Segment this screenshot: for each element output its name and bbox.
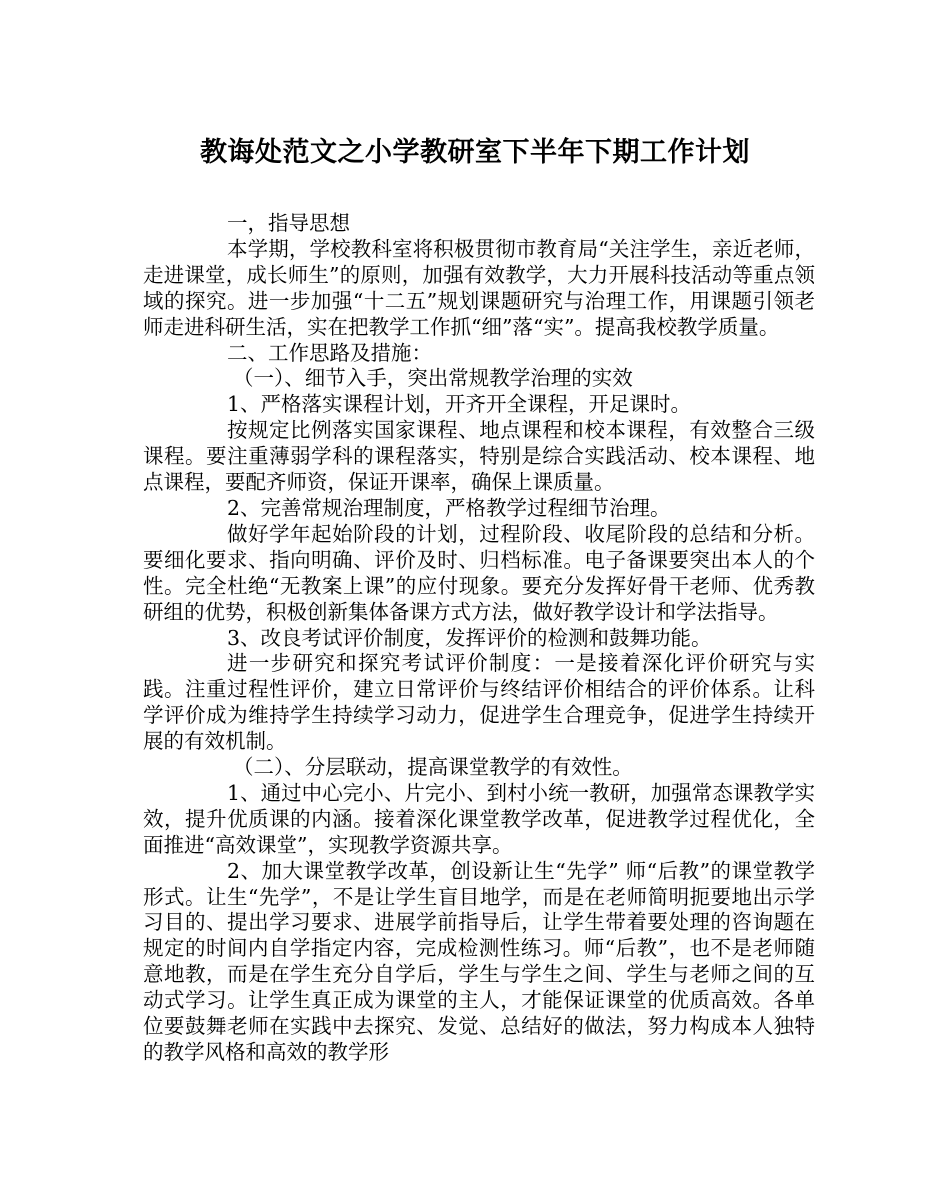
paragraph-unified-research: 1、通过中心完小、片完小、到村小统一教研，加强常态课教学实效，提升优质课的内涵。接着深化课堂教学改革，促进教学过程优化，全面推进“高效课堂”，实现教学资源共享。 [143,780,815,857]
document-body [143,211,815,1066]
subsection-heading-routine-management: （一）、细节入手，突出常规教学治理的实效 [233,366,633,391]
subsection-heading-classroom-teaching: （二）、分层联动，提高课堂教学的有效性。 [233,755,633,780]
item-heading-exam-evaluation: 3、改良考试评价制度，发挥评价的检测和鼓舞功能。 [227,625,712,650]
paragraph-curriculum: 按规定比例落实国家课程、地点课程和校本课程，有效整合三级课程。要注重薄弱学科的课程落实，特别是综合实践活动、校本课程、地点课程，要配齐师资，保证开课率，确保上课质量。 [143,418,815,495]
section-heading-guiding-ideology: 一，指导思想 [227,211,350,235]
item-heading-curriculum: 1、严格落实课程计划，开齐开全课程，开足课时。 [227,392,692,417]
section-heading-measures: 二、工作思路及措施： [227,340,432,365]
paragraph-classroom-reform: 2、加大课堂教学改革，创设新让生“先学” 师“后教”的课堂教学形式。让生“先学”，不是让学生盲目地学，而是在老师简明扼要地出示学习目的、提出学习要求、进展学前指导后，让学生带着要处理的咨询题在规定的时间内自学指定内容，完成检测性练习。师“后教”，也不是老师随意地教，而是在学生充分自学后，学生与学生之间、学生与老师之间的互动式学习。让学生真正成为课堂的主人，才能保证课堂的优质高效。各单位要鼓舞老师在实践中去探究、发觉、总结好的做法，努力构成本人独特的教学风格和高效的教学形 [143,858,815,1064]
document-title: 教诲处范文之小学教研室下半年下期工作计划 [200,137,750,168]
item-heading-management-system: 2、完善常规治理制度，严格教学过程细节治理。 [227,495,671,520]
paragraph-management-system: 做好学年起始阶段的计划，过程阶段、收尾阶段的总结和分析。要细化要求、指向明确、评价及时、归档标准。电子备课要突出本人的个性。完全杜绝“无教案上课”的应付现象。要充分发挥好骨干老师、优秀教研组的优势，积极创新集体备课方式方法，做好教学设计和学法指导。 [143,521,815,624]
paragraph-guiding-ideology: 本学期，学校教科室将积极贯彻市教育局“关注学生，亲近老师，走进课堂，成长师生”的原则，加强有效教学，大力开展科技活动等重点领域的探究。进一步加强“十二五”规划课题研究与治理工作，用课题引领老师走进科研生活，实在把教学工作抓“细”落“实”。提高我校教学质量。 [143,236,815,339]
paragraph-exam-evaluation: 进一步研究和探究考试评价制度：一是接着深化评价研究与实践。注重过程性评价，建立日常评价与终结评价相结合的评价体系。让科学评价成为维持学生持续学习动力，促进学生合理竞争，促进学生持续开展的有效机制。 [143,651,815,754]
